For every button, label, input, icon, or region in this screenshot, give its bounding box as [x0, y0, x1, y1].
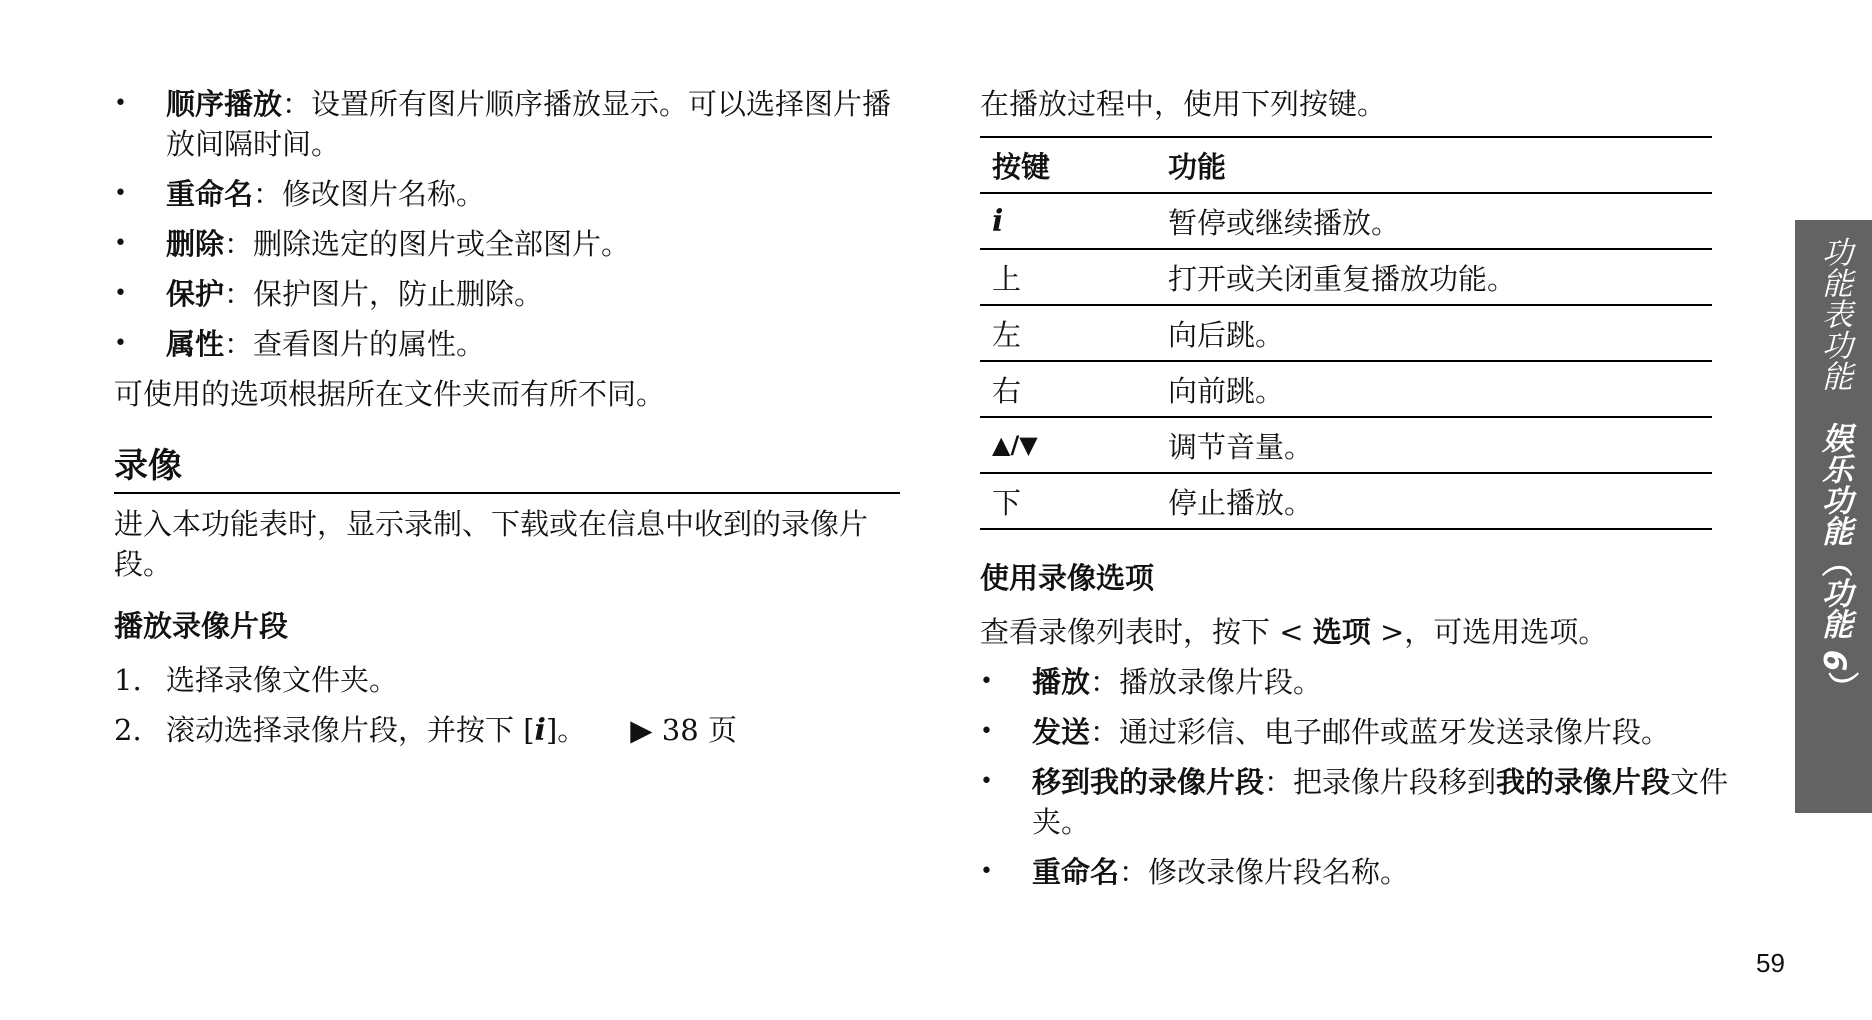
- list-item: • 播放：播放录像片段。: [980, 662, 1772, 702]
- list-item: • 删除：删除选定的图片或全部图片。: [114, 224, 900, 264]
- key-function-table: [980, 136, 1712, 530]
- step-item: 2. 滚动选择录像片段，并按下 [i]。 ▶ 38 页: [114, 713, 737, 748]
- function-cell: 调节音量。: [1156, 417, 1712, 473]
- table-row: [980, 305, 1712, 361]
- table-intro: 在播放过程中，使用下列按键。: [980, 87, 1387, 121]
- subsection-title: 使用录像选项: [980, 561, 1155, 595]
- key-cell: 上: [980, 249, 1156, 305]
- chapter-side-tab: [1795, 220, 1872, 813]
- subsection-title: 播放录像片段: [114, 609, 289, 643]
- function-cell: 打开或关闭重复播放功能。: [1156, 249, 1712, 305]
- info-key-icon: i: [992, 203, 1004, 239]
- image-options-list: [114, 84, 900, 364]
- function-cell: 向后跳。: [1156, 305, 1712, 361]
- list-item: • 顺序播放：设置所有图片顺序播放显示。可以选择图片播放间隔时间。: [114, 84, 900, 164]
- key-cell: ▲/▼: [980, 417, 1156, 473]
- table-row: [980, 193, 1712, 249]
- list-item: • 发送：通过彩信、电子邮件或蓝牙发送录像片段。: [980, 712, 1772, 752]
- key-cell: [980, 193, 1156, 249]
- list-item: • 重命名：修改录像片段名称。: [980, 852, 1772, 892]
- section-intro: 进入本功能表时，显示录制、下载或在信息中收到的录像片段。: [114, 507, 869, 581]
- table-row: [980, 249, 1712, 305]
- key-cell: 下: [980, 473, 1156, 529]
- column-header: 按键: [980, 137, 1156, 193]
- table-row: [980, 417, 1712, 473]
- list-item: • 移到我的录像片段：把录像片段移到我的录像片段文件夹。: [980, 762, 1772, 842]
- table-row: [980, 473, 1712, 529]
- video-options-list: [980, 662, 1772, 892]
- folder-note: 可使用的选项根据所在文件夹而有所不同。: [114, 377, 666, 411]
- page-reference: ▶ 38 页: [630, 713, 737, 747]
- key-cell: 右: [980, 361, 1156, 417]
- section-title: 录像: [114, 444, 900, 494]
- table-header-row: [980, 137, 1712, 193]
- info-key-icon: i: [534, 713, 546, 748]
- function-cell: 停止播放。: [1156, 473, 1712, 529]
- options-intro: 查看录像列表时，按下 < 选项 >，可选用选项。: [980, 615, 1608, 649]
- step-item: 1. 选择录像文件夹。: [114, 663, 399, 697]
- right-column: [980, 84, 1772, 902]
- table-row: [980, 361, 1712, 417]
- list-item: • 重命名：修改图片名称。: [114, 174, 900, 214]
- column-header: 功能: [1156, 137, 1712, 193]
- function-cell: 向前跳。: [1156, 361, 1712, 417]
- chapter-title: 功能表功能 娱乐功能（功能 6）: [1816, 236, 1852, 703]
- steps-list: [114, 660, 900, 751]
- key-cell: 左: [980, 305, 1156, 361]
- page-number: 59: [1756, 948, 1785, 978]
- list-item: • 保护：保护图片，防止删除。: [114, 274, 900, 314]
- function-cell: 暂停或继续播放。: [1156, 193, 1712, 249]
- list-item: • 属性：查看图片的属性。: [114, 324, 900, 364]
- left-column: [114, 84, 900, 761]
